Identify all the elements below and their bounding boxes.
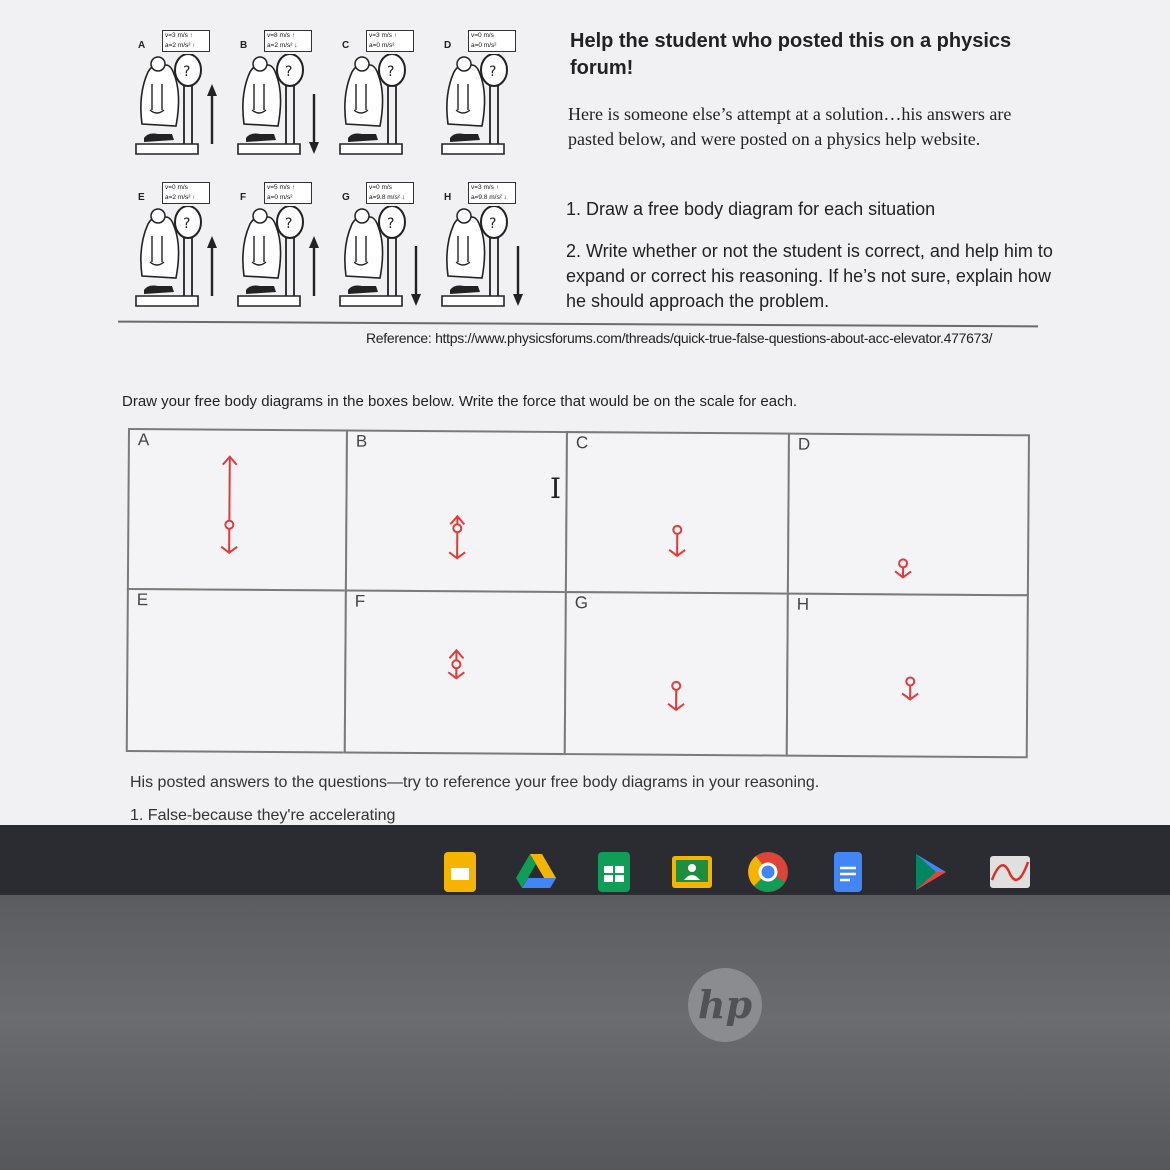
fbd-cell-label: B <box>355 431 368 451</box>
force-arrow-sketch <box>566 593 767 752</box>
fbd-cell-f[interactable] <box>344 590 567 756</box>
fbd-cell-h[interactable] <box>786 593 1029 759</box>
scale-reading-label: ? <box>285 64 293 80</box>
fbd-cell-label: G <box>574 593 589 613</box>
panel-letter: A <box>138 40 146 51</box>
fbd-cell-g[interactable] <box>564 591 789 757</box>
force-arrow-sketch <box>789 435 990 594</box>
acceleration-label: a=2 m/s² ↓ <box>267 42 298 49</box>
velocity-label: v=0 m/s <box>369 184 392 191</box>
answer-1: 1. False-because they're accelerating <box>130 807 396 824</box>
fbd-cell-c[interactable] <box>565 431 790 595</box>
google-classroom-icon[interactable] <box>670 850 714 894</box>
answers-intro: His posted answers to the questions—try to reference your free body diagrams in your reasoning. <box>130 774 820 791</box>
velocity-label: v=3 m/s ↑ <box>471 184 499 191</box>
velocity-label: v=5 m/s ↑ <box>267 184 295 191</box>
question-2: 2. Write whether or not the student is correct, and help him to expand or correct his reasoning. If he’s not sure, explain how he should approach the problem. <box>566 241 1053 311</box>
force-arrow-sketch <box>346 592 547 751</box>
velocity-acceleration-box <box>264 182 312 204</box>
person-on-scale-icon <box>128 54 226 168</box>
panel-letter: G <box>342 192 350 203</box>
fbd-cell-label: F <box>354 591 366 611</box>
velocity-acceleration-box <box>468 30 516 52</box>
elevator-panel-e <box>128 178 226 320</box>
elevator-panel-f <box>230 178 328 320</box>
fbd-cell-label: D <box>797 434 811 454</box>
laptop-bezel <box>0 895 1170 1170</box>
person-on-scale-icon <box>230 54 328 168</box>
reference-link[interactable]: Reference: https://www.physicsforums.com/threads/quick-true-false-questions-about-acc-elevator.477673/ <box>366 330 993 346</box>
elevator-panel-h <box>434 178 532 320</box>
fbd-cell-label: A <box>137 430 150 450</box>
velocity-acceleration-box <box>162 30 210 52</box>
text-cursor-icon: I <box>550 472 562 505</box>
person-on-scale-icon <box>332 206 430 320</box>
panel-letter: B <box>240 40 248 51</box>
scale-reading-label: ? <box>183 216 191 232</box>
elevator-panel-a <box>128 26 226 168</box>
person-on-scale-icon <box>434 54 532 168</box>
velocity-label: v=0 m/s <box>165 184 188 191</box>
force-arrow-sketch <box>347 432 548 591</box>
force-arrow-sketch <box>788 595 989 754</box>
panel-letter: H <box>444 192 452 203</box>
hp-logo: hp <box>688 968 762 1042</box>
person-on-scale-icon <box>128 206 226 320</box>
scale-reading-label: ? <box>285 216 293 232</box>
question-1: 1. Draw a free body diagram for each situation <box>566 199 936 219</box>
page-title: Help the student who posted this on a physics forum! <box>570 30 1012 79</box>
velocity-label: v=8 m/s ↑ <box>267 32 295 39</box>
google-sheets-icon[interactable] <box>592 850 636 894</box>
graph-app-icon[interactable] <box>988 850 1032 894</box>
panel-letter: E <box>138 192 145 203</box>
instructions-text: Draw your free body diagrams in the boxes below. Write the force that would be on the scale for each. <box>122 393 798 410</box>
fbd-cell-b[interactable] <box>345 430 568 594</box>
fbd-cell-d[interactable] <box>787 433 1030 597</box>
elevator-panel-g <box>332 178 430 320</box>
fbd-cell-label: H <box>796 594 810 614</box>
acceleration-label: a=2 m/s² ↑ <box>165 42 196 49</box>
velocity-acceleration-box <box>162 182 210 204</box>
velocity-acceleration-box <box>366 30 414 52</box>
scale-reading-label: ? <box>489 216 497 232</box>
google-slides-icon[interactable] <box>438 850 482 894</box>
elevator-panel-b <box>230 26 328 168</box>
person-on-scale-icon <box>230 206 328 320</box>
velocity-label: v=3 m/s ↑ <box>369 32 397 39</box>
force-arrow-sketch <box>567 433 768 592</box>
free-body-diagram-table[interactable] <box>126 428 1028 756</box>
person-on-scale-icon <box>434 206 532 320</box>
velocity-acceleration-box <box>264 30 312 52</box>
acceleration-label: a=0 m/s² <box>369 42 395 49</box>
person-on-scale-icon <box>332 54 430 168</box>
fbd-cell-label: C <box>575 433 589 453</box>
chrome-icon[interactable] <box>746 850 790 894</box>
velocity-label: v=3 m/s ↑ <box>165 32 193 39</box>
google-docs-icon[interactable] <box>826 850 870 894</box>
scale-reading-label: ? <box>387 64 395 80</box>
acceleration-label: a=9.8 m/s² ↓ <box>369 194 405 201</box>
velocity-label: v=0 m/s <box>471 32 494 39</box>
elevator-figure <box>128 26 538 326</box>
scale-reading-label: ? <box>489 64 497 80</box>
panel-letter: F <box>240 192 247 203</box>
elevator-panel-c <box>332 26 430 168</box>
fbd-cell-e[interactable] <box>126 588 347 754</box>
google-drive-icon[interactable] <box>514 850 558 894</box>
force-arrow-sketch <box>129 430 330 589</box>
scale-reading-label: ? <box>183 64 191 80</box>
elevator-panel-d <box>434 26 532 168</box>
google-play-icon[interactable] <box>908 850 952 894</box>
fbd-cell-a[interactable] <box>127 428 348 592</box>
acceleration-label: a=2 m/s² ↑ <box>165 194 196 201</box>
panel-letter: D <box>444 40 452 51</box>
scale-reading-label: ? <box>387 216 395 232</box>
velocity-acceleration-box <box>366 182 414 204</box>
intro-paragraph: Here is someone else’s attempt at a solution…his answers are pasted below, and were posted on a physics help website. <box>568 104 1012 149</box>
velocity-acceleration-box <box>468 182 516 204</box>
panel-letter: C <box>342 40 350 51</box>
acceleration-label: a=0 m/s² <box>471 42 497 49</box>
acceleration-label: a=9.8 m/s² ↓ <box>471 194 507 201</box>
fbd-cell-label: E <box>136 590 149 610</box>
acceleration-label: a=0 m/s² <box>267 194 293 201</box>
